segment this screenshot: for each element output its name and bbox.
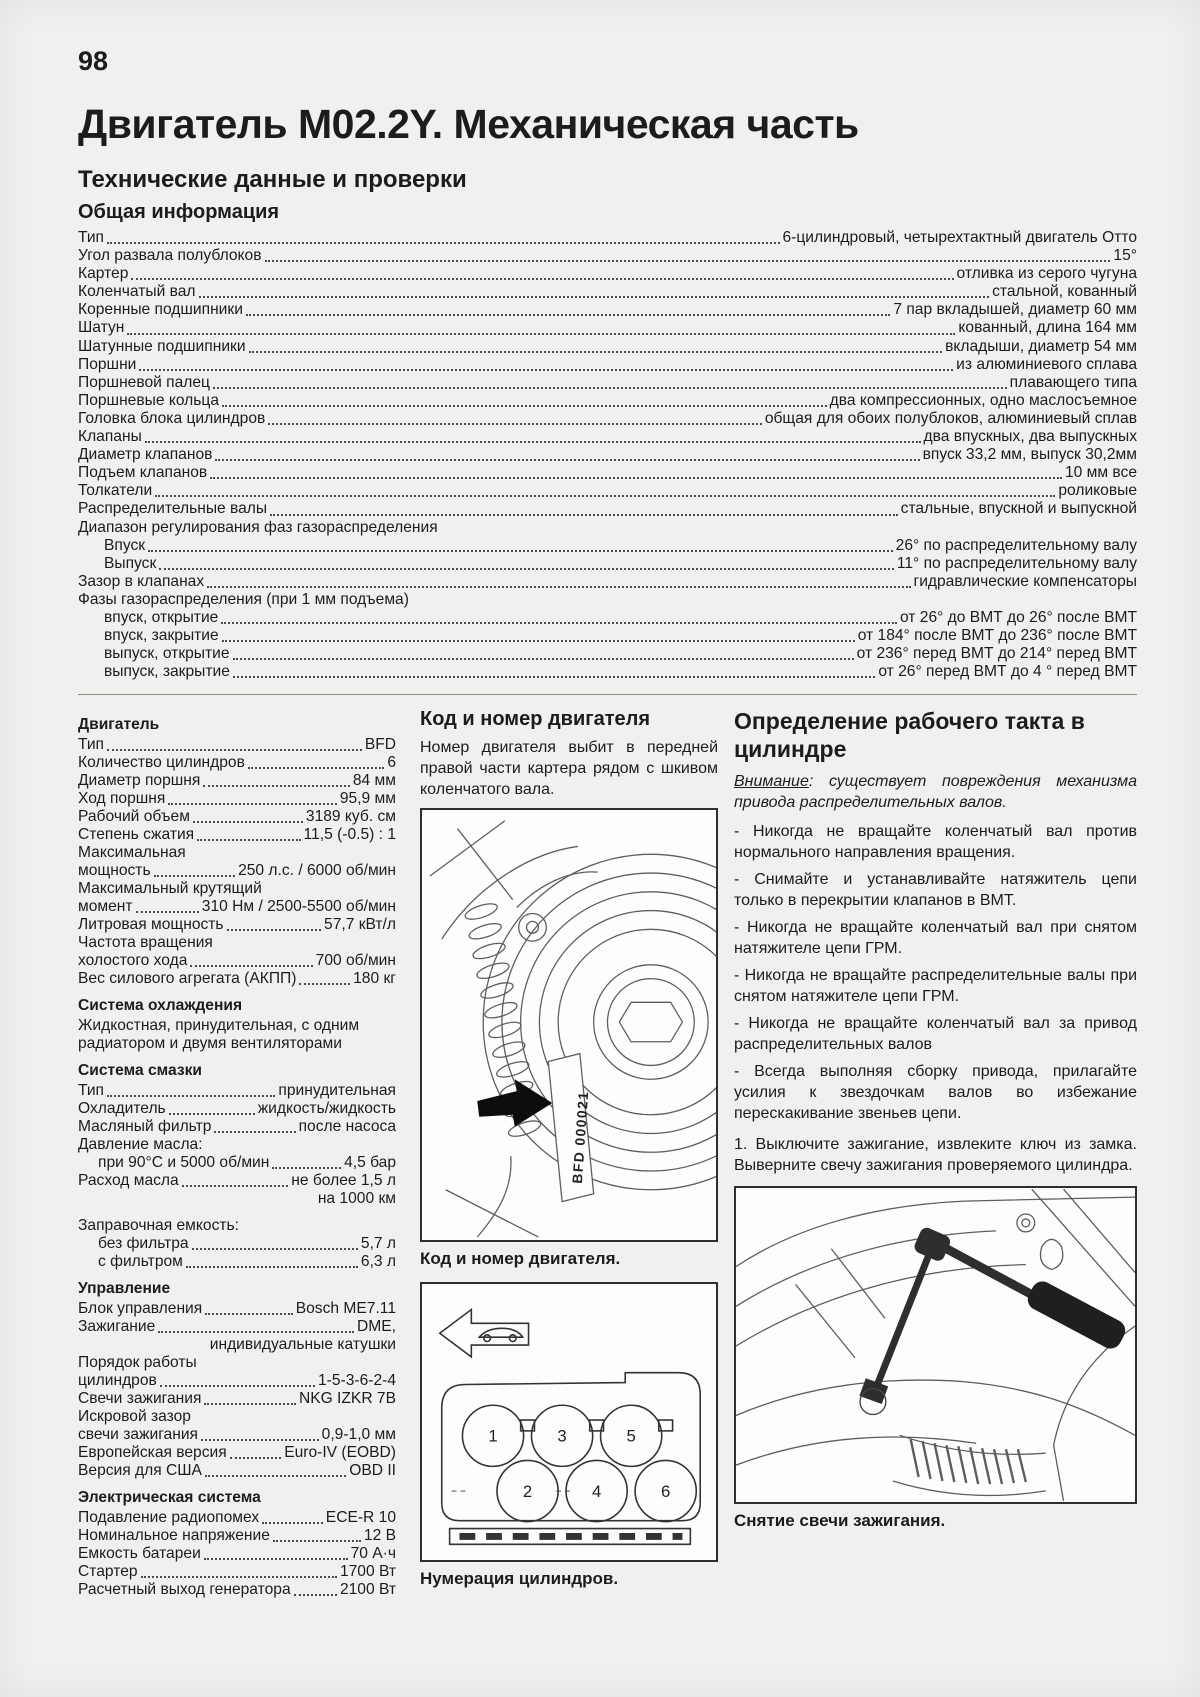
spec-label: Давление масла: (78, 1136, 203, 1154)
spec-label: впуск, открытие (104, 608, 219, 626)
spec-row (78, 319, 1137, 337)
spec-value: впуск 33,2 мм, выпуск 30,2мм (922, 446, 1137, 464)
cylinder-number: 4 (591, 1482, 602, 1502)
dot-leader (227, 929, 321, 931)
spec-value: от 236° перед ВМТ до 214° перед ВМТ (856, 645, 1137, 663)
spec-row (78, 1318, 396, 1336)
spec-value: 95,9 мм (339, 790, 396, 808)
spec-row (78, 482, 1137, 500)
page-number: 98 (78, 46, 109, 76)
spec-value: 5,7 л (360, 1235, 396, 1253)
spec-label: при 90°С и 5000 об/мин (98, 1154, 270, 1172)
spec-label: Подъем клапанов (78, 464, 208, 482)
dot-leader (273, 1540, 361, 1542)
spec-value: 310 Нм / 2500-5500 об/мин (201, 898, 396, 916)
spec-row (78, 844, 396, 862)
dot-leader (139, 369, 953, 371)
section-heading: Технические данные и проверки (78, 166, 467, 193)
spec-row (78, 1035, 396, 1053)
dot-leader (159, 568, 894, 570)
spec-label: Распределительные валы (78, 500, 268, 518)
spec-row (78, 392, 1137, 410)
dot-leader (197, 839, 300, 841)
spec-row (78, 1545, 396, 1563)
spec-row (78, 1444, 396, 1462)
spec-label: Стартер (78, 1563, 138, 1581)
dot-leader (233, 658, 854, 660)
dot-leader (158, 1331, 354, 1333)
spec-label: с фильтром (98, 1253, 183, 1271)
dot-leader (222, 405, 827, 407)
spec-value: 26° по распределительному валу (895, 536, 1137, 554)
spec-label: Диапазон регулирования фаз газораспределения (78, 518, 438, 536)
spec-value: 10 мм все (1064, 464, 1137, 482)
spec-label: Рабочий объем (78, 808, 190, 826)
spec-value: два компрессионных, одно маслосъемное (829, 391, 1137, 409)
spec-label: Фазы газораспределения (при 1 мм подъема) (78, 590, 409, 608)
spec-row (78, 1489, 396, 1507)
dot-leader (199, 296, 990, 298)
spec-value: NKG IZKR 7B (298, 1390, 396, 1408)
spec-row (78, 1300, 396, 1318)
spec-label: Охладитель (78, 1100, 166, 1118)
spec-value: 57,7 кВт/л (324, 916, 396, 934)
spec-value: принудительная (278, 1082, 396, 1100)
spec-row (78, 916, 396, 934)
dot-leader (192, 1248, 358, 1250)
dot-leader (145, 441, 921, 443)
spec-value: 84 мм (352, 772, 396, 790)
spec-value: 2100 Вт (339, 1581, 396, 1599)
dot-leader (193, 821, 303, 823)
spec-label: выпуск, открытие (104, 645, 230, 663)
engine-code-stamp: BFD 000021 (568, 1090, 592, 1185)
spec-value: от 26° перед ВМТ до 4 ° перед ВМТ (878, 663, 1137, 681)
spec-value: из алюминиевого сплава (956, 355, 1137, 373)
dot-leader (249, 351, 943, 353)
dot-leader (204, 1403, 295, 1405)
dot-leader (205, 1475, 346, 1477)
dot-leader (205, 1313, 293, 1315)
spec-label: Расчетный выход генератора (78, 1581, 291, 1599)
dot-leader (213, 387, 1007, 389)
spec-row (78, 1082, 396, 1100)
step-1-text: 1. Выключите зажигание, извлеките ключ из замка. Выверните свечу зажигания проверяемого цилиндра. (734, 1136, 1137, 1175)
spec-row (78, 1280, 396, 1298)
dot-leader (190, 965, 312, 967)
spec-label: Система охлаждения (78, 997, 243, 1015)
spec-label: цилиндров (78, 1372, 157, 1390)
spec-value: гидравлические компенсаторы (913, 572, 1137, 590)
spec-row (78, 898, 396, 916)
spec-label: Диаметр клапанов (78, 446, 213, 464)
spec-row (78, 464, 1137, 482)
spec-label: Шатун (78, 319, 125, 337)
cylinder-number: 5 (626, 1427, 636, 1447)
spec-row (78, 338, 1137, 356)
spec-label: выпуск, закрытие (104, 663, 230, 681)
general-spec-list (78, 229, 1137, 681)
dot-leader (214, 1131, 295, 1133)
spec-label: Угол развала полублоков (78, 247, 262, 265)
spec-row (78, 591, 1137, 609)
spec-row (78, 500, 1137, 518)
spec-value: индивидуальные катушки (209, 1336, 396, 1354)
spec-row (78, 374, 1137, 392)
engine-code-text: Номер двигателя выбит в передней правой части картера рядом с шкивом коленчатого вала. (420, 739, 718, 799)
spec-label: Шатунные подшипники (78, 337, 246, 355)
engine-spec-list (78, 716, 396, 1599)
spec-label: Ход поршня (78, 790, 166, 808)
dot-leader (154, 875, 236, 877)
dot-leader (107, 242, 780, 244)
spec-label: Емкость батареи (78, 1545, 201, 1563)
spec-label: Заправочная емкость: (78, 1217, 239, 1235)
spec-label: холостого хода (78, 952, 188, 970)
spec-label: Поршневой палец (78, 373, 210, 391)
dot-leader (182, 1185, 289, 1187)
spec-row (78, 663, 1137, 681)
spec-value: 11,5 (-0.5) : 1 (303, 826, 396, 844)
spec-row (78, 1563, 396, 1581)
dot-leader (141, 1576, 337, 1578)
dot-leader (207, 586, 910, 588)
cylinder-numbering-diagram (422, 1284, 716, 1560)
spec-value: 6,3 л (360, 1253, 396, 1271)
spec-value: 3189 куб. см (305, 808, 396, 826)
spec-value: два впускных, два выпускных (923, 428, 1137, 446)
spec-label: Коленчатый вал (78, 283, 196, 301)
spec-label: Максимальный крутящий (78, 880, 262, 898)
spec-row (78, 573, 1137, 591)
cylinder-numbering-figure (420, 1282, 718, 1562)
spec-value: DME, (357, 1318, 396, 1336)
spec-value: 12 В (363, 1527, 396, 1545)
spec-row (78, 1372, 396, 1390)
dot-leader (265, 260, 1111, 262)
spec-row (78, 736, 396, 754)
spec-label: Максимальная (78, 844, 186, 862)
spec-label: Двигатель (78, 716, 160, 734)
spec-row (78, 1172, 396, 1190)
spec-value: BFD (364, 736, 396, 754)
dot-leader (268, 423, 762, 425)
spec-label: Номинальное напряжение (78, 1527, 270, 1545)
spec-row (78, 1017, 396, 1035)
warning-text: : существует повреждения механизма привода распределительных валов. (734, 773, 1137, 812)
dot-leader (168, 803, 337, 805)
spec-row (78, 952, 396, 970)
spec-value: не более 1,5 л (291, 1172, 396, 1190)
spec-row (78, 1527, 396, 1545)
spec-label: Версия для США (78, 1462, 202, 1480)
spec-row (78, 1426, 396, 1444)
spec-label: Зажигание (78, 1318, 156, 1336)
spark-plug-caption: Снятие свечи зажигания. (734, 1511, 946, 1531)
page-title: Двигатель М02.2Y. Механическая часть (78, 101, 859, 147)
section-divider (78, 694, 1137, 695)
cylinder-numbering-caption: Нумерация цилиндров. (420, 1569, 619, 1589)
spec-label: Степень сжатия (78, 826, 195, 844)
spec-value: 15° (1113, 247, 1137, 265)
spec-label: Выпуск (104, 554, 157, 572)
dot-leader (160, 1385, 315, 1387)
spec-row (78, 1136, 396, 1154)
dot-leader (222, 640, 855, 642)
working-stroke-heading: Определение рабочего такта в цилиндре (734, 708, 1085, 763)
spec-row (78, 997, 396, 1015)
spec-value: отливка из серого чугуна (956, 265, 1137, 283)
spec-row (78, 1462, 396, 1480)
spec-label: свечи зажигания (78, 1426, 198, 1444)
spec-label: мощность (78, 862, 151, 880)
caution-list (734, 821, 1137, 1124)
spec-row (78, 1235, 396, 1253)
spec-label: Диаметр поршня (78, 772, 201, 790)
spec-label: впуск, закрытие (104, 627, 219, 645)
spec-row (78, 1154, 396, 1172)
spec-row (78, 410, 1137, 428)
spec-label: Коренные подшипники (78, 301, 243, 319)
spec-row (78, 790, 396, 808)
dot-leader (136, 911, 199, 913)
dot-leader (107, 749, 362, 751)
spec-value: 180 кг (353, 970, 396, 988)
spec-label: Вес силового агрегата (АКПП) (78, 970, 297, 988)
spec-row (78, 1100, 396, 1118)
spec-row (78, 229, 1137, 247)
dot-leader (203, 785, 350, 787)
spec-value: общая для обоих полублоков, алюминиевый сплав (764, 409, 1137, 427)
dot-leader (148, 550, 893, 552)
spec-value: на 1000 км (317, 1190, 396, 1208)
spec-label: Свечи зажигания (78, 1390, 202, 1408)
spec-row (78, 555, 1137, 573)
dot-leader (233, 676, 875, 678)
spec-value: вкладыши, диаметр 54 мм (945, 337, 1137, 355)
spec-row (78, 1208, 396, 1217)
spec-label: момент (78, 898, 133, 916)
dot-leader (107, 1095, 275, 1097)
spec-label: Масляный фильтр (78, 1118, 212, 1136)
dot-leader (186, 1266, 358, 1268)
spec-row (78, 645, 1137, 663)
spec-value: кованный, длина 164 мм (958, 319, 1137, 337)
dot-leader (131, 278, 953, 280)
spec-row (78, 772, 396, 790)
spec-row (78, 826, 396, 844)
caution-item: - Никогда не вращайте коленчатый вал против нормального направления вращения. (734, 823, 1137, 862)
spec-label: Расход масла (78, 1172, 179, 1190)
spec-value: стальной, кованный (992, 283, 1137, 301)
spec-label: без фильтра (98, 1235, 189, 1253)
spec-label: Клапаны (78, 428, 142, 446)
spec-value: после насоса (298, 1118, 396, 1136)
spec-row (78, 1408, 396, 1426)
spec-value: Euro-IV (EOBD) (284, 1444, 396, 1462)
caution-item: - Никогда не вращайте коленчатый вал при снятом натяжителе цепи ГРМ. (734, 919, 1137, 958)
dot-leader (155, 495, 1055, 497)
spec-value: 6-цилиндровый, четырехтактный двигатель Отто (782, 229, 1137, 246)
dot-leader (204, 1558, 348, 1560)
spec-row (78, 1217, 396, 1235)
engine-code-figure (420, 808, 718, 1242)
spec-value: 700 об/мин (315, 952, 396, 970)
spec-row (78, 537, 1137, 555)
spec-label: Система смазки (78, 1062, 202, 1080)
spec-label: Количество цилиндров (78, 754, 245, 772)
spec-value: OBD II (349, 1462, 396, 1480)
dot-leader (221, 622, 897, 624)
working-stroke-column (734, 707, 1137, 1602)
spec-value: 7 пар вкладышей, диаметр 60 мм (893, 301, 1137, 319)
cylinder-number: 6 (661, 1482, 671, 1502)
spec-row (78, 356, 1137, 374)
spec-label: Впуск (104, 536, 146, 554)
spec-row (78, 627, 1137, 645)
dot-leader (248, 767, 384, 769)
spec-label: Зазор в клапанах (78, 572, 205, 590)
dot-leader (230, 1457, 282, 1459)
spec-label: Искровой зазор (78, 1408, 191, 1426)
dot-leader (246, 314, 890, 316)
spec-label: Порядок работы (78, 1354, 197, 1372)
spec-row (78, 1509, 396, 1527)
spec-row (78, 970, 396, 988)
spec-row (78, 428, 1137, 446)
spec-row (78, 283, 1137, 301)
cylinder-number: 3 (557, 1427, 567, 1447)
pointer-arrow-icon (477, 1080, 552, 1127)
caution-item: - Никогда не вращайте распределительные валы при снятом натяжителе цепи ГРМ. (734, 967, 1137, 1006)
caution-item: - Снимайте и устанавливайте натяжитель цепи только в перекрытии клапанов в ВМТ. (734, 871, 1137, 910)
spec-row (78, 609, 1137, 627)
engine-code-column (420, 707, 718, 1602)
engine-code-heading: Код и номер двигателя (420, 708, 651, 731)
spec-value: 4,5 бар (344, 1154, 396, 1172)
spec-row (78, 1062, 396, 1080)
spec-label: Подавление радиопомех (78, 1509, 260, 1527)
spec-row (78, 716, 396, 734)
spec-value: от 26° до ВМТ до 26° после ВМТ (899, 608, 1137, 626)
spec-label: Головка блока цилиндров (78, 409, 266, 427)
spec-value: от 184° после ВМТ до 236° после ВМТ (857, 627, 1137, 645)
spec-row (78, 1390, 396, 1408)
spec-label: Литровая мощность (78, 916, 224, 934)
spec-row (78, 265, 1137, 283)
spec-value: стальные, впускной и выпускной (900, 500, 1137, 518)
engine-code-caption: Код и номер двигателя. (420, 1249, 621, 1269)
engine-data-column (78, 707, 396, 1602)
dot-leader (272, 1167, 341, 1169)
spec-label: Частота вращения (78, 934, 213, 952)
spark-plug-figure (734, 1186, 1137, 1504)
engine-code-illustration (422, 810, 716, 1240)
spec-value: 250 л.с. / 6000 об/мин (238, 862, 396, 880)
spec-value: роликовые (1058, 482, 1137, 500)
spec-value: ECE-R 10 (325, 1509, 396, 1527)
spec-row (78, 247, 1137, 265)
dot-leader (210, 477, 1062, 479)
dot-leader (201, 1439, 319, 1441)
three-column-layout (78, 707, 1137, 1602)
spec-label: Тип (78, 736, 104, 754)
spec-row (78, 1190, 396, 1208)
spec-value: 11° по распределительному валу (896, 554, 1137, 572)
cylinder-number: 2 (522, 1482, 533, 1502)
spec-label: Тип (78, 229, 104, 246)
spec-row (78, 519, 1137, 537)
spec-label: радиатором и двумя вентиляторами (78, 1035, 342, 1053)
spec-label: Европейская версия (78, 1444, 227, 1462)
spec-row (78, 880, 396, 898)
spec-row (78, 1336, 396, 1354)
spec-value: Bosch ME7.11 (295, 1300, 396, 1318)
dot-leader (294, 1594, 337, 1596)
spec-value: 6 (387, 754, 396, 772)
spec-value: жидкость/жидкость (257, 1100, 396, 1118)
spark-plug-illustration (736, 1188, 1135, 1502)
spec-label: Толкатели (78, 482, 153, 500)
spec-value: плавающего типа (1009, 373, 1137, 391)
spec-row (78, 1253, 396, 1271)
spec-value: 70 А·ч (350, 1545, 396, 1563)
spec-row (78, 754, 396, 772)
spec-label: Тип (78, 1082, 104, 1100)
caution-item: - Никогда не вращайте коленчатый вал за привод распределительных валов (734, 1015, 1137, 1054)
spec-value: 1700 Вт (339, 1563, 396, 1581)
dot-leader (299, 983, 350, 985)
warning-label: Внимание (734, 773, 809, 791)
spec-label: Жидкостная, принудительная, с одним (78, 1017, 360, 1035)
dot-leader (262, 1522, 323, 1524)
spec-label: Блок управления (78, 1300, 203, 1318)
spec-row (78, 808, 396, 826)
spec-row (78, 446, 1137, 464)
spec-row (78, 1581, 396, 1599)
spec-label: Управление (78, 1280, 171, 1298)
spec-value: 0,9-1,0 мм (321, 1426, 396, 1444)
spec-row (78, 862, 396, 880)
spec-row (78, 1118, 396, 1136)
spec-label: Картер (78, 265, 129, 283)
spec-row (78, 934, 396, 952)
dot-leader (215, 459, 919, 461)
spec-row (78, 301, 1137, 319)
dot-leader (169, 1113, 255, 1115)
dot-leader (127, 333, 955, 335)
spec-label: Электрическая система (78, 1489, 261, 1507)
cylinder-number: 1 (488, 1427, 498, 1447)
caution-item: - Всегда выполняя сборку привода, прилагайте усилия к звездочкам валов во избежание перескакивание звеньев цепи. (734, 1063, 1137, 1123)
spec-label: Поршневые кольца (78, 391, 219, 409)
dot-leader (270, 514, 898, 516)
spec-label: Поршни (78, 355, 137, 373)
warning-note (734, 771, 1137, 813)
spec-value: 1-5-3-6-2-4 (318, 1372, 396, 1390)
subsection-heading: Общая информация (78, 201, 280, 223)
spec-row (78, 1354, 396, 1372)
